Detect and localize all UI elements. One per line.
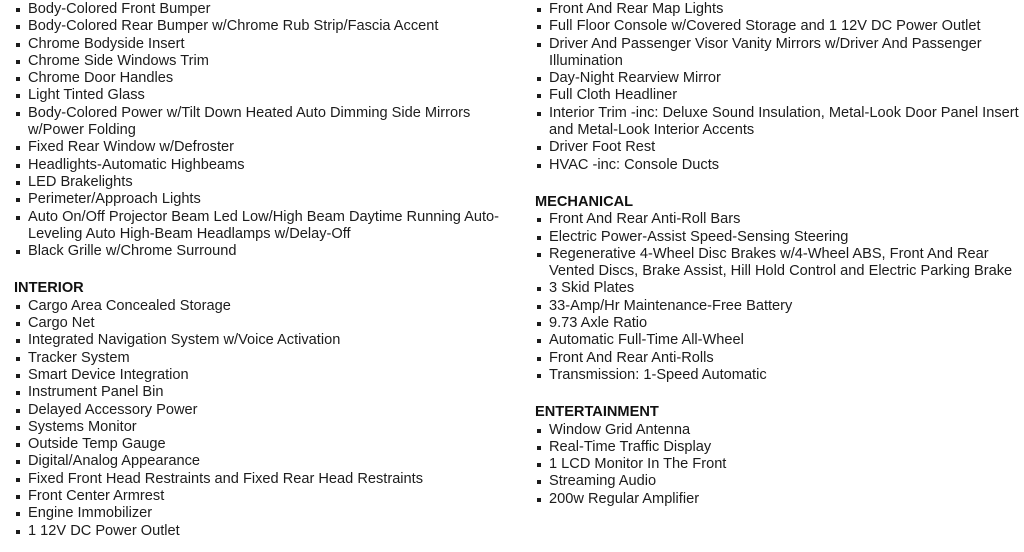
entertainment-section bbox=[535, 404, 1020, 508]
feature-item: Outside Temp Gauge bbox=[14, 436, 514, 453]
interior-continued-list bbox=[535, 1, 1020, 174]
feature-item: 200w Regular Amplifier bbox=[535, 491, 1020, 508]
feature-item: Streaming Audio bbox=[535, 473, 1020, 490]
mechanical-list bbox=[535, 211, 1020, 384]
feature-item: Regenerative 4-Wheel Disc Brakes w/4-Wheel ABS, Front And Rear Vented Discs, Brake Assist, Hill Hold Control and Electric Parking Brake bbox=[535, 246, 1020, 281]
feature-item: Integrated Navigation System w/Voice Activation bbox=[14, 332, 514, 349]
feature-item: Body-Colored Power w/Tilt Down Heated Auto Dimming Side Mirrors w/Power Folding bbox=[14, 105, 514, 140]
exterior-section bbox=[14, 1, 514, 260]
feature-item: LED Brakelights bbox=[14, 174, 514, 191]
feature-item: Front And Rear Anti-Roll Bars bbox=[535, 211, 1020, 228]
feature-item: Driver Foot Rest bbox=[535, 139, 1020, 156]
feature-item: Digital/Analog Appearance bbox=[14, 453, 514, 470]
feature-item: Smart Device Integration bbox=[14, 367, 514, 384]
feature-item: Full Floor Console w/Covered Storage and 1 12V DC Power Outlet bbox=[535, 18, 1020, 35]
feature-item: Interior Trim -inc: Deluxe Sound Insulation, Metal-Look Door Panel Insert and Metal-Look Interior Accents bbox=[535, 105, 1020, 140]
feature-item: Auto On/Off Projector Beam Led Low/High Beam Daytime Running Auto-Leveling Auto High-Beam Headlamps w/Delay-Off bbox=[14, 209, 514, 244]
feature-item: Fixed Rear Window w/Defroster bbox=[14, 139, 514, 156]
feature-item: Engine Immobilizer bbox=[14, 505, 514, 522]
feature-item: 33-Amp/Hr Maintenance-Free Battery bbox=[535, 298, 1020, 315]
feature-item: Body-Colored Rear Bumper w/Chrome Rub Strip/Fascia Accent bbox=[14, 18, 514, 35]
left-column bbox=[14, 1, 514, 540]
feature-item: Automatic Full-Time All-Wheel bbox=[535, 332, 1020, 349]
feature-item: Front Center Armrest bbox=[14, 488, 514, 505]
feature-item: Systems Monitor bbox=[14, 419, 514, 436]
feature-item: Light Tinted Glass bbox=[14, 87, 514, 104]
interior-continued-section bbox=[535, 1, 1020, 174]
feature-item: Chrome Bodyside Insert bbox=[14, 36, 514, 53]
feature-item: Front And Rear Map Lights bbox=[535, 1, 1020, 18]
interior-heading: INTERIOR bbox=[14, 280, 84, 297]
feature-item: Real-Time Traffic Display bbox=[535, 439, 1020, 456]
feature-item: Cargo Area Concealed Storage bbox=[14, 298, 514, 315]
feature-item: Tracker System bbox=[14, 350, 514, 367]
interior-section bbox=[14, 280, 514, 539]
feature-item: Transmission: 1-Speed Automatic bbox=[535, 367, 1020, 384]
feature-item: Delayed Accessory Power bbox=[14, 402, 514, 419]
feature-item: Day-Night Rearview Mirror bbox=[535, 70, 1020, 87]
feature-item: Black Grille w/Chrome Surround bbox=[14, 243, 514, 260]
feature-item: Chrome Door Handles bbox=[14, 70, 514, 87]
right-column bbox=[535, 1, 1020, 508]
mechanical-section bbox=[535, 194, 1020, 384]
feature-item: Body-Colored Front Bumper bbox=[14, 1, 514, 18]
entertainment-list bbox=[535, 422, 1020, 508]
feature-item: Instrument Panel Bin bbox=[14, 384, 514, 401]
feature-item: Electric Power-Assist Speed-Sensing Steering bbox=[535, 229, 1020, 246]
feature-item: HVAC -inc: Console Ducts bbox=[535, 157, 1020, 174]
feature-item: Chrome Side Windows Trim bbox=[14, 53, 514, 70]
entertainment-heading: ENTERTAINMENT bbox=[535, 404, 659, 421]
feature-item: Window Grid Antenna bbox=[535, 422, 1020, 439]
feature-item: Full Cloth Headliner bbox=[535, 87, 1020, 104]
feature-item: 1 LCD Monitor In The Front bbox=[535, 456, 1020, 473]
feature-item: 3 Skid Plates bbox=[535, 280, 1020, 297]
feature-item: Driver And Passenger Visor Vanity Mirrors w/Driver And Passenger Illumination bbox=[535, 36, 1020, 71]
feature-item: 9.73 Axle Ratio bbox=[535, 315, 1020, 332]
feature-item: 1 12V DC Power Outlet bbox=[14, 523, 514, 540]
exterior-list bbox=[14, 1, 514, 260]
feature-item: Cargo Net bbox=[14, 315, 514, 332]
interior-list bbox=[14, 298, 514, 540]
mechanical-heading: MECHANICAL bbox=[535, 193, 634, 210]
feature-item: Perimeter/Approach Lights bbox=[14, 191, 514, 208]
feature-item: Front And Rear Anti-Rolls bbox=[535, 350, 1020, 367]
feature-item: Fixed Front Head Restraints and Fixed Rear Head Restraints bbox=[14, 471, 514, 488]
feature-item: Headlights-Automatic Highbeams bbox=[14, 157, 514, 174]
